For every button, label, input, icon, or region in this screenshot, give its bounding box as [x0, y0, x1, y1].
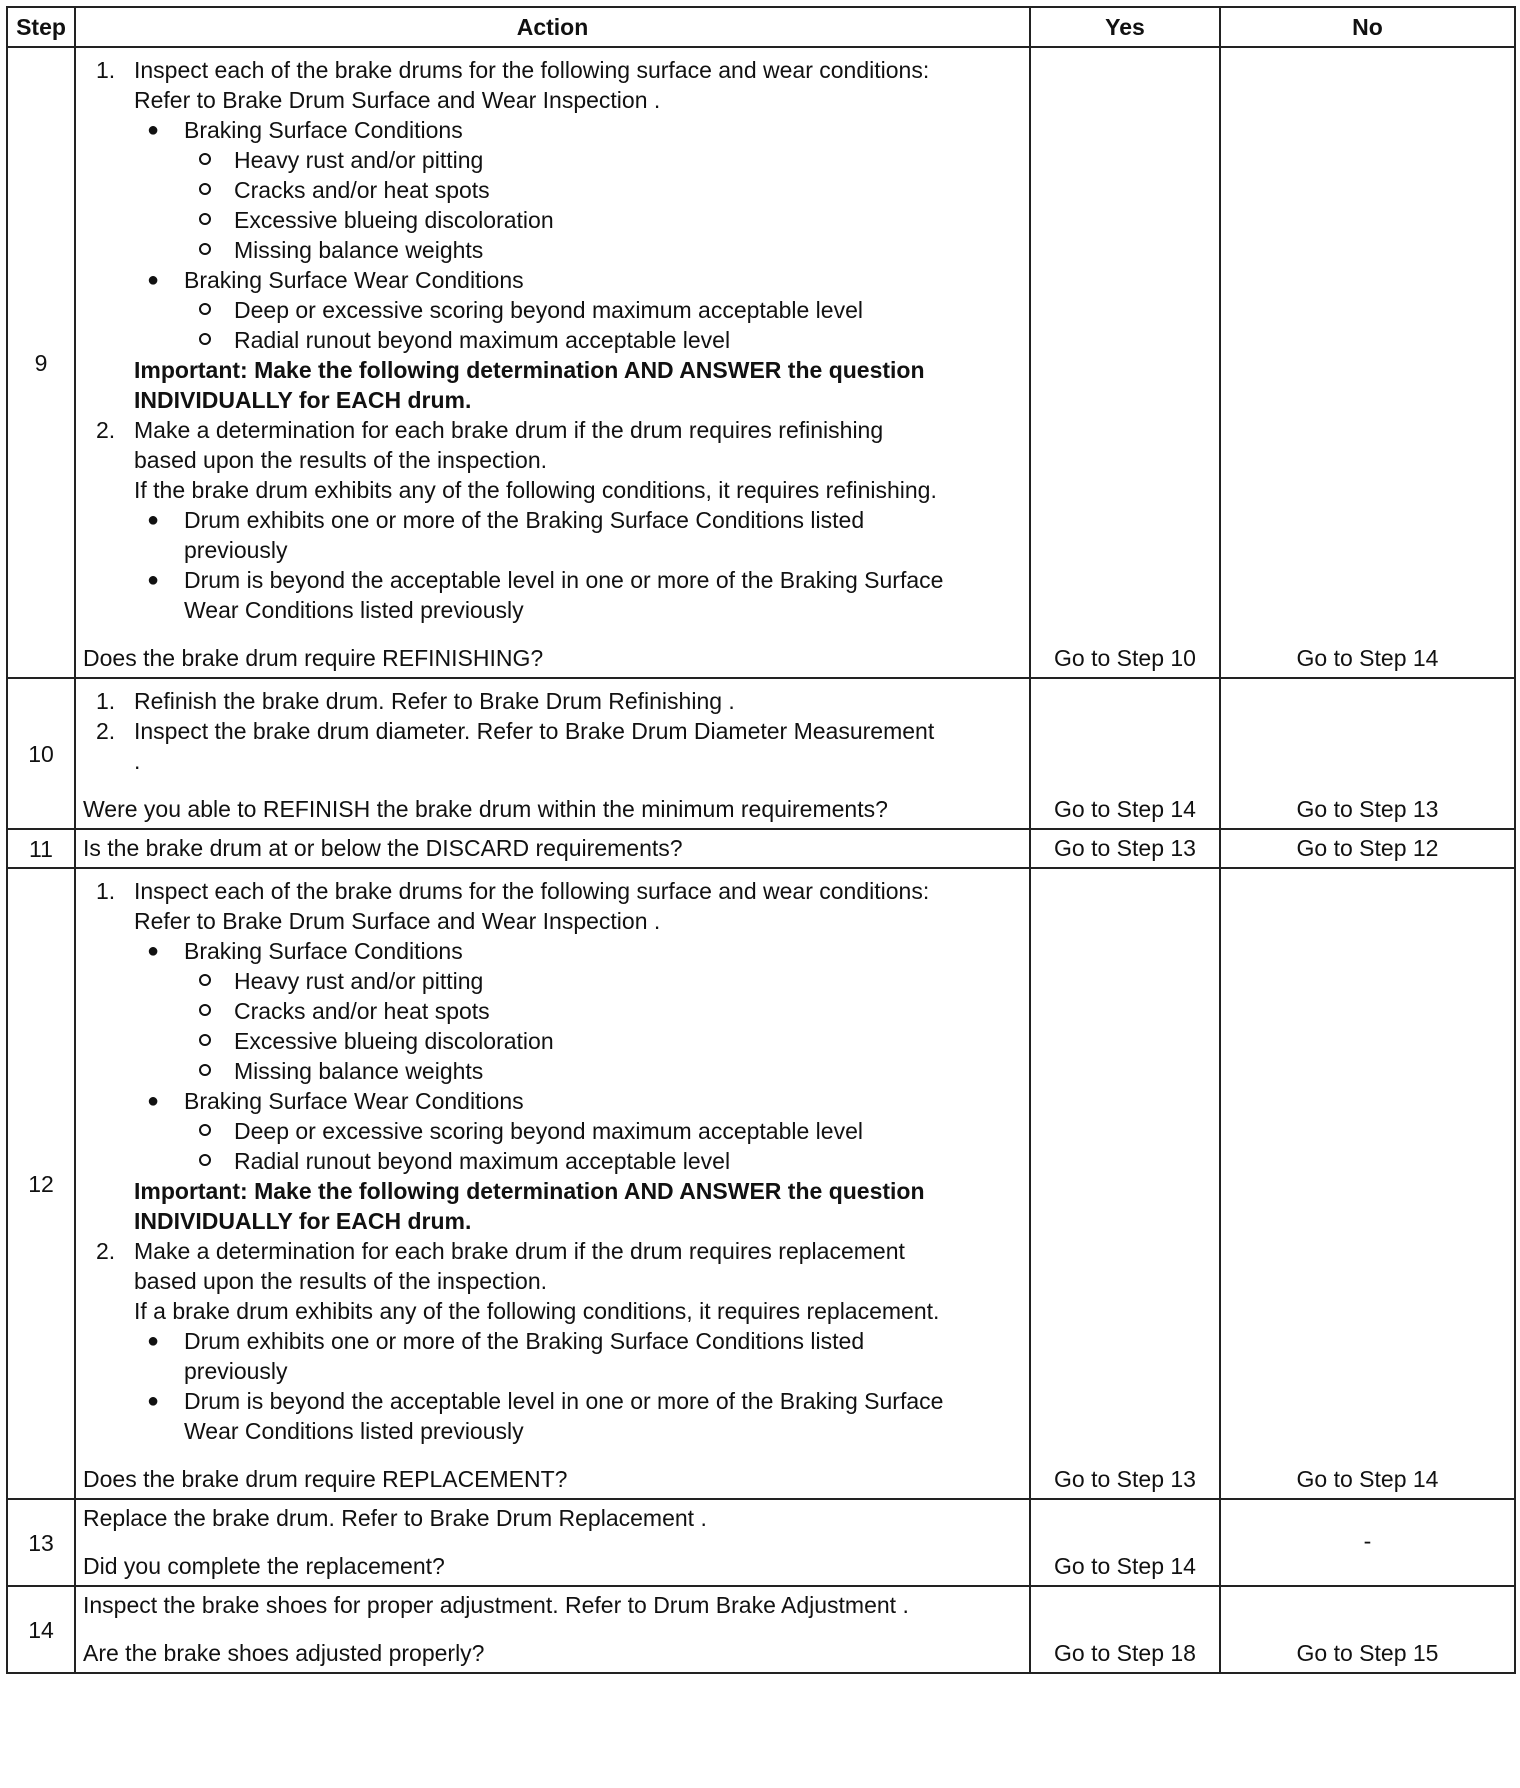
action-text: Inspect each of the brake drums for the following surface and wear conditions: [134, 878, 930, 904]
no-cell[interactable]: Go to Step 12 [1220, 829, 1515, 868]
bullet-item: ● Drum exhibits one or more of the Braking Surface Conditions listed [83, 505, 1022, 535]
sub-bullet-item: Radial runout beyond maximum acceptable level [83, 1146, 1022, 1176]
question-text: Were you able to REFINISH the brake drum within the minimum requirements? [83, 796, 888, 822]
diagnostic-table [6, 6, 1516, 1674]
bullet-item: ● Braking Surface Wear Conditions [83, 1086, 1022, 1116]
bullet-item: ● Drum is beyond the acceptable level in one or more of the Braking Surface [83, 565, 1022, 595]
question-text: Are the brake shoes adjusted properly? [83, 1640, 485, 1666]
question-text: Does the brake drum require REFINISHING? [83, 645, 544, 671]
sub-bullet-item: Excessive blueing discoloration [83, 1026, 1022, 1056]
header-action: Action [75, 7, 1030, 47]
action-cell [75, 47, 1030, 678]
action-cell [75, 1586, 1030, 1673]
table-row [7, 678, 1515, 829]
list-number: 2. [96, 417, 116, 443]
sub-bullet-item: Heavy rust and/or pitting [83, 145, 1022, 175]
bullet-item: ● Drum exhibits one or more of the Braking Surface Conditions listed [83, 1326, 1022, 1356]
yes-cell[interactable]: Go to Step 13 [1030, 868, 1220, 1499]
no-cell[interactable]: Go to Step 13 [1220, 678, 1515, 829]
table-row [7, 829, 1515, 868]
reference-link[interactable]: Replace the brake drum. Refer to Brake Drum Replacement . [83, 1505, 707, 1531]
sub-bullet-item: Missing balance weights [83, 235, 1022, 265]
yes-cell[interactable]: Go to Step 10 [1030, 47, 1220, 678]
bullet-item-cont: previously [184, 537, 288, 563]
list-number: 1. [96, 878, 116, 904]
step-number: 13 [7, 1499, 75, 1586]
bullet-item-cont: previously [184, 1358, 288, 1384]
bullet-item: ● Drum is beyond the acceptable level in one or more of the Braking Surface [83, 1386, 1022, 1416]
step-number: 10 [7, 678, 75, 829]
yes-cell[interactable]: Go to Step 14 [1030, 678, 1220, 829]
step-number: 11 [7, 829, 75, 868]
action-cell [75, 678, 1030, 829]
question-text: Did you complete the replacement? [83, 1553, 445, 1579]
important-note: Important: Make the following determination AND ANSWER the question [134, 1178, 925, 1204]
sub-bullet-item: Cracks and/or heat spots [83, 996, 1022, 1026]
reference-link[interactable]: Refer to Brake Drum Surface and Wear Inspection . [134, 908, 661, 934]
header-yes: Yes [1030, 7, 1220, 47]
action-text: Make a determination for each brake drum if the drum requires replacement [134, 1238, 905, 1264]
yes-cell[interactable]: Go to Step 18 [1030, 1586, 1220, 1673]
action-cell [75, 1499, 1030, 1586]
header-row [7, 7, 1515, 47]
reference-link[interactable]: Refinish the brake drum. Refer to Brake Drum Refinishing . [134, 688, 735, 714]
no-cell[interactable]: Go to Step 14 [1220, 47, 1515, 678]
table-row [7, 47, 1515, 678]
header-step: Step [7, 7, 75, 47]
no-cell[interactable]: Go to Step 15 [1220, 1586, 1515, 1673]
reference-link[interactable]: Inspect the brake shoes for proper adjustment. Refer to Drum Brake Adjustment . [83, 1592, 909, 1618]
action-text: based upon the results of the inspection. [134, 1268, 548, 1294]
reference-link[interactable]: Refer to Brake Drum Surface and Wear Inspection . [134, 87, 661, 113]
action-text: Make a determination for each brake drum if the drum requires refinishing [134, 417, 884, 443]
no-cell: - [1220, 1499, 1515, 1586]
sub-bullet-item: Deep or excessive scoring beyond maximum acceptable level [83, 1116, 1022, 1146]
bullet-item: ● Braking Surface Conditions [83, 936, 1022, 966]
bullet-item-cont: Wear Conditions listed previously [184, 597, 524, 623]
sub-bullet-item: Deep or excessive scoring beyond maximum acceptable level [83, 295, 1022, 325]
action-cell [75, 868, 1030, 1499]
bullet-item: ● Braking Surface Conditions [83, 115, 1022, 145]
important-note: INDIVIDUALLY for EACH drum. [134, 1208, 472, 1234]
table-row [7, 868, 1515, 1499]
yes-cell[interactable]: Go to Step 13 [1030, 829, 1220, 868]
sub-bullet-item: Missing balance weights [83, 1056, 1022, 1086]
important-note: INDIVIDUALLY for EACH drum. [134, 387, 472, 413]
action-text: . [134, 748, 141, 774]
sub-bullet-item: Cracks and/or heat spots [83, 175, 1022, 205]
question-text: Does the brake drum require REPLACEMENT? [83, 1466, 568, 1492]
question-text: Is the brake drum at or below the DISCARD requirements? [83, 835, 683, 861]
action-text: based upon the results of the inspection. [134, 447, 548, 473]
list-number: 1. [96, 688, 116, 714]
header-no: No [1220, 7, 1515, 47]
list-number: 2. [96, 718, 116, 744]
sub-bullet-item: Radial runout beyond maximum acceptable level [83, 325, 1022, 355]
table-row [7, 1586, 1515, 1673]
step-number: 14 [7, 1586, 75, 1673]
reference-link[interactable]: Inspect the brake drum diameter. Refer to Brake Drum Diameter Measurement [134, 718, 935, 744]
step-number: 12 [7, 868, 75, 1499]
bullet-item-cont: Wear Conditions listed previously [184, 1418, 524, 1444]
action-text: If a brake drum exhibits any of the following conditions, it requires replacement. [134, 1298, 940, 1324]
list-number: 2. [96, 1238, 116, 1264]
no-cell[interactable]: Go to Step 14 [1220, 868, 1515, 1499]
action-cell [75, 829, 1030, 868]
list-number: 1. [96, 57, 116, 83]
step-number: 9 [7, 47, 75, 678]
sub-bullet-item: Excessive blueing discoloration [83, 205, 1022, 235]
sub-bullet-item: Heavy rust and/or pitting [83, 966, 1022, 996]
table-row [7, 1499, 1515, 1586]
action-text: Inspect each of the brake drums for the following surface and wear conditions: [134, 57, 930, 83]
bullet-item: ● Braking Surface Wear Conditions [83, 265, 1022, 295]
action-text: If the brake drum exhibits any of the following conditions, it requires refinishing. [134, 477, 937, 503]
important-note: Important: Make the following determination AND ANSWER the question [134, 357, 925, 383]
yes-cell[interactable]: Go to Step 14 [1030, 1499, 1220, 1586]
